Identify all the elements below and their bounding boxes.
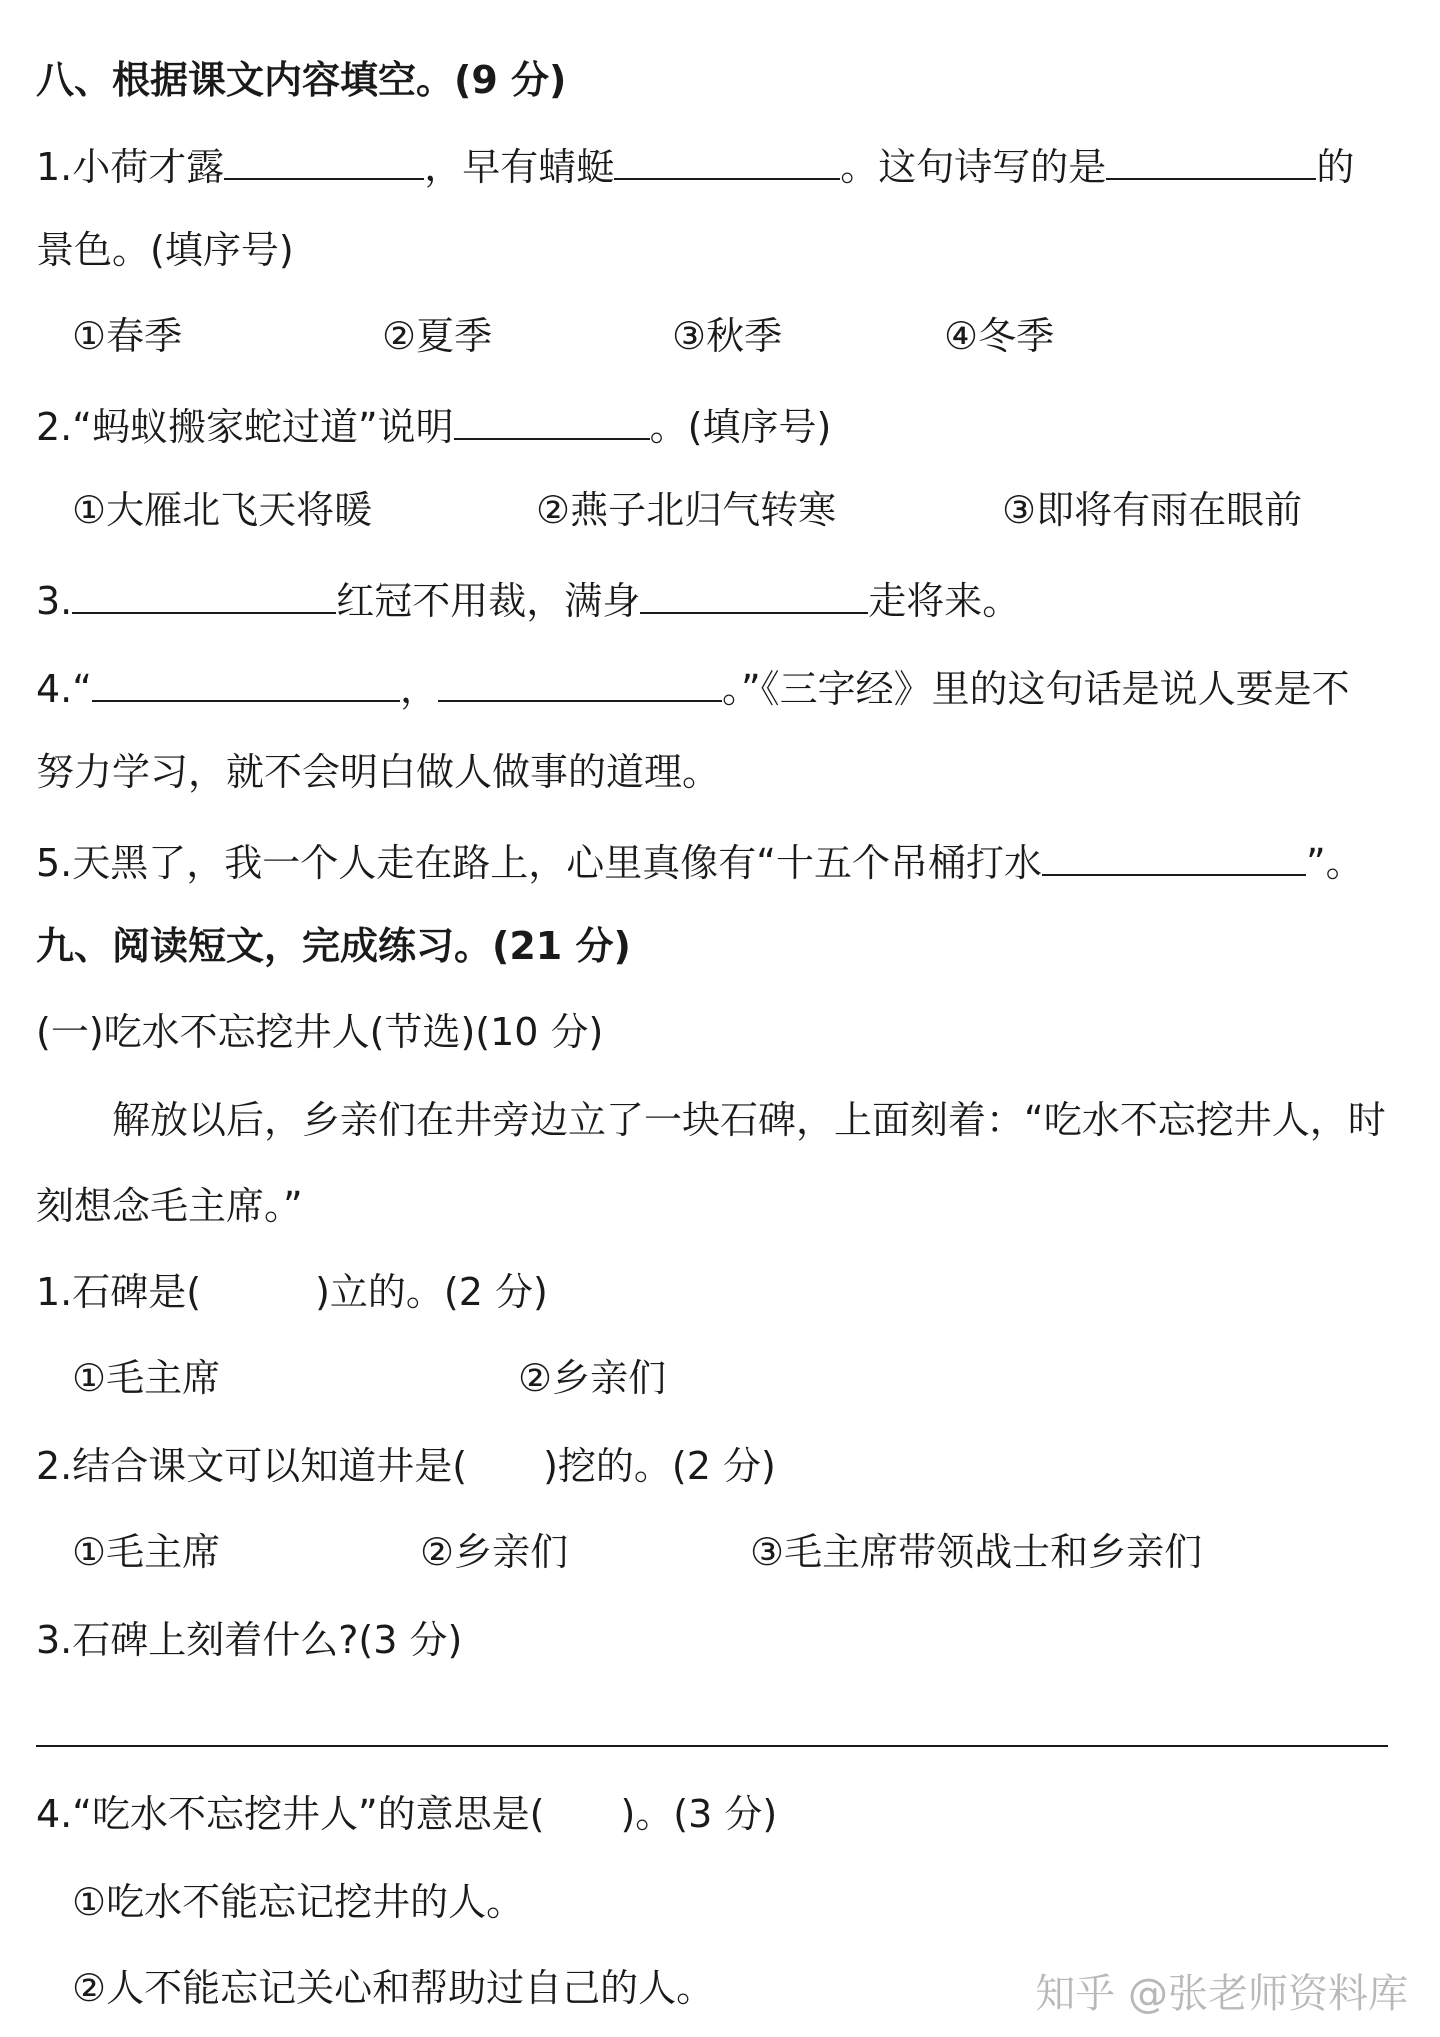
option: ①毛主席: [72, 1356, 221, 1400]
question-number: 2.: [36, 405, 73, 449]
passage-title: (一)吃水不忘挖井人(节选)(10 分): [36, 1010, 604, 1054]
option: ①春季: [72, 314, 183, 358]
question-9-4: 4.“吃水不忘挖井人”的意思是( )。(3 分): [36, 1792, 778, 1836]
question-9-2: 2.结合课文可以知道井是( )挖的。(2 分): [36, 1444, 776, 1488]
question-text: “蚂蚁搬家蛇过道”说明: [72, 405, 454, 449]
question-number: 1.: [36, 145, 73, 189]
question-text: 天黑了，我一个人走在路上，心里真像有“十五个吊桶打水: [72, 841, 1042, 885]
answer-blank[interactable]: [1106, 140, 1316, 180]
passage-text: 解放以后，乡亲们在井旁边立了一块石碑，上面刻着：“吃水不忘挖井人，时: [112, 1098, 1386, 1142]
answer-blank[interactable]: [454, 400, 650, 440]
answer-blank[interactable]: [72, 574, 336, 614]
question-number: 4.: [36, 667, 73, 711]
question-9-2-options: [72, 1528, 1202, 1576]
question-text: “: [72, 667, 92, 711]
question-8-1: [36, 140, 1354, 188]
question-text: ”。: [1305, 841, 1364, 885]
option: ③即将有雨在眼前: [1002, 488, 1303, 532]
question-text: ，: [399, 667, 438, 711]
question-8-2: [36, 400, 831, 448]
answer-blank[interactable]: [438, 662, 722, 702]
question-text: 。(填序号): [649, 405, 832, 449]
option: ③毛主席带领战士和乡亲们: [750, 1530, 1203, 1574]
question-9-4-option-2: ②人不能忘记关心和帮助过自己的人。: [72, 1966, 715, 2010]
question-text: 。”《三字经》里的这句话是说人要是不: [721, 667, 1350, 711]
answer-line[interactable]: [36, 1745, 1388, 1747]
question-8-4: [36, 662, 1350, 710]
question-text: ，早有蜻蜓: [424, 145, 615, 189]
question-number: 3.: [36, 579, 73, 623]
section-8-title: 八、根据课文内容填空。(9 分): [36, 58, 567, 102]
question-8-2-options: [72, 486, 1302, 534]
answer-blank[interactable]: [224, 140, 424, 180]
option: ②燕子北归气转寒: [536, 488, 837, 532]
question-8-1-continued: 景色。(填序号): [36, 228, 294, 272]
section-9-title: 九、阅读短文，完成练习。(21 分): [36, 924, 631, 968]
question-9-1-options: [72, 1354, 666, 1402]
option: ②乡亲们: [420, 1530, 569, 1574]
question-text: 小荷才露: [72, 145, 225, 189]
question-9-4-option-1: ①吃水不能忘记挖井的人。: [72, 1880, 525, 1924]
question-text: 的: [1316, 145, 1355, 189]
question-9-3: 3.石碑上刻着什么?(3 分): [36, 1618, 463, 1662]
answer-blank[interactable]: [92, 662, 400, 702]
passage-text-continued: 刻想念毛主席。”: [36, 1184, 303, 1228]
question-8-1-options: [72, 312, 1054, 360]
question-number: 5.: [36, 841, 73, 885]
option: ②乡亲们: [518, 1356, 667, 1400]
question-text: 走将来。: [868, 579, 1021, 623]
option: ①大雁北飞天将暖: [72, 488, 373, 532]
option: ④冬季: [944, 314, 1055, 358]
option: ②夏季: [382, 314, 493, 358]
question-9-1: 1.石碑是( )立的。(2 分): [36, 1270, 548, 1314]
option: ①毛主席: [72, 1530, 221, 1574]
question-8-3: [36, 574, 1020, 622]
question-text: 。这句诗写的是: [840, 145, 1107, 189]
question-8-4-continued: 努力学习，就不会明白做人做事的道理。: [36, 750, 721, 794]
answer-blank[interactable]: [1042, 836, 1306, 876]
answer-blank[interactable]: [640, 574, 868, 614]
question-text: 红冠不用裁，满身: [336, 579, 641, 623]
question-8-5: [36, 836, 1364, 884]
answer-blank[interactable]: [614, 140, 840, 180]
watermark: 知乎 @张老师资料库: [1035, 1971, 1408, 2017]
option: ③秋季: [672, 314, 783, 358]
